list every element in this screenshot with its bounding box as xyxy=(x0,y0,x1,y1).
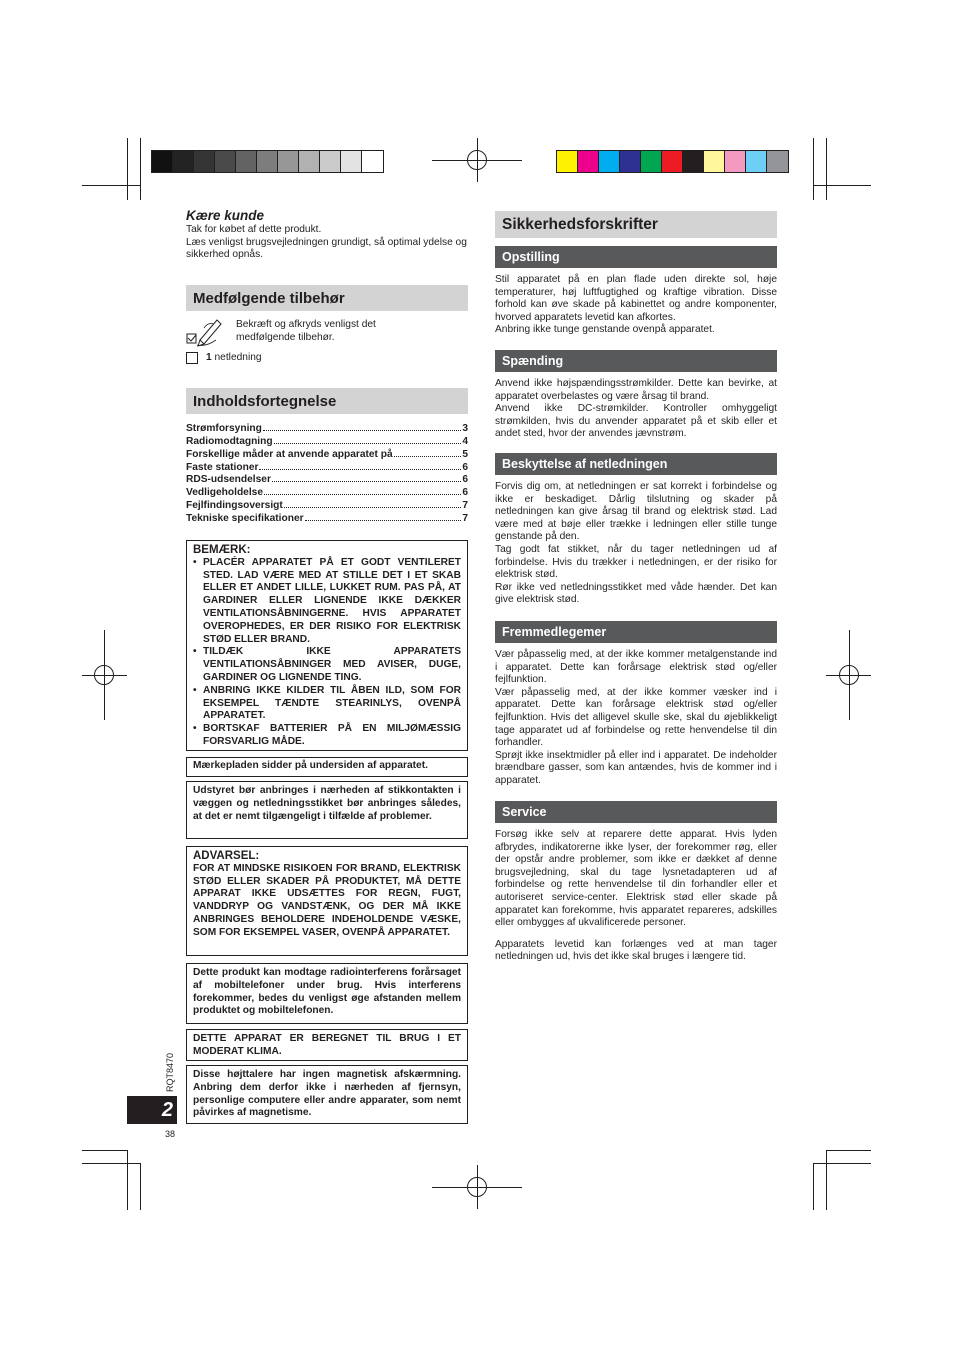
page-number: 2 xyxy=(161,1098,173,1121)
crop-mark xyxy=(82,185,140,186)
color-swatch xyxy=(557,151,578,172)
color-swatch xyxy=(341,151,362,172)
label-note-box xyxy=(186,757,468,777)
section-heading: Service xyxy=(495,801,777,823)
toc-heading: Indholdsfortegnelse xyxy=(186,388,468,414)
registration-circle-icon xyxy=(94,665,114,685)
color-swatch xyxy=(257,151,278,172)
toc-entry[interactable] xyxy=(186,421,468,434)
crop-mark xyxy=(813,1163,814,1210)
accessory-count: 1 xyxy=(206,352,212,363)
speaker-note-box xyxy=(186,1065,468,1124)
crop-mark xyxy=(826,138,827,200)
toc-leader-dots xyxy=(274,443,462,444)
accessory-label: netledning xyxy=(214,352,262,363)
toc-entry-label: Forskellige måder at anvende apparatet på xyxy=(186,448,393,460)
page-number-tab xyxy=(127,1096,177,1124)
crop-mark xyxy=(813,1163,871,1164)
toc-entry[interactable] xyxy=(186,460,468,473)
section-body xyxy=(495,649,777,788)
crop-mark xyxy=(813,138,814,200)
accessories-note: Bekræft og afkryds venligst det medfølgende tilbehør. xyxy=(236,319,376,343)
toc-entry-page: 4 xyxy=(462,435,468,447)
table-of-contents xyxy=(186,421,468,524)
section-heading: Fremmedlegemer xyxy=(495,621,777,643)
color-swatch xyxy=(299,151,320,172)
climate-note: DETTE APPARAT ER BEREGNET TIL BRUG I ET MODERAT KLIMA. xyxy=(193,1033,461,1057)
notice-list xyxy=(193,557,461,749)
section-body xyxy=(495,481,777,607)
notice-item: • TILDÆK IKKE APPARATETS VENTILATIONSÅBNINGER MED AVISER, DUGE, GARDINER OG LIGNENDE TING. xyxy=(193,646,461,684)
crop-mark xyxy=(140,138,141,200)
toc-entry[interactable] xyxy=(186,498,468,511)
notice-item: • BORTSKAF BATTERIER PÅ EN MILJØMÆSSIG FORSVARLIG MÅDE. xyxy=(193,723,461,749)
toc-entry[interactable] xyxy=(186,447,468,460)
registration-circle-icon xyxy=(467,1177,487,1197)
crop-mark xyxy=(813,185,871,186)
toc-entry-label: Faste stationer xyxy=(186,461,259,473)
toc-leader-dots xyxy=(284,507,462,508)
toc-entry[interactable] xyxy=(186,434,468,447)
toc-leader-dots xyxy=(259,469,461,470)
section-body xyxy=(495,378,777,441)
toc-entry-label: Vedligeholdelse xyxy=(186,487,263,499)
toc-entry-label: Fejlfindingsoversigt xyxy=(186,500,283,512)
toc-entry-page: 7 xyxy=(462,513,468,525)
toc-leader-dots xyxy=(394,456,462,457)
toc-entry[interactable] xyxy=(186,511,468,524)
toc-entry-page: 5 xyxy=(462,448,468,460)
toc-entry[interactable] xyxy=(186,485,468,498)
notice-box xyxy=(186,540,468,751)
process-color-bar xyxy=(556,150,789,173)
section-paragraph: Anbring ikke tunge genstande ovenpå apparatet. xyxy=(495,324,715,336)
color-swatch xyxy=(362,151,383,172)
color-swatch xyxy=(236,151,257,172)
color-swatch xyxy=(704,151,725,172)
warning-title: ADVARSEL: xyxy=(193,850,260,862)
toc-entry-page: 6 xyxy=(462,474,468,486)
speaker-note: Disse højttalere har ingen magnetisk afskærmning. Anbring dem derfor ikke i nærheden af fjernsyn, personlige computere eller andre apparater, som nemt påvirkes af magnetisme. xyxy=(193,1069,461,1119)
section-heading: Spænding xyxy=(495,350,777,372)
toc-entry-page: 6 xyxy=(462,487,468,499)
interference-note-box xyxy=(186,963,468,1024)
greeting-title: Kære kunde xyxy=(186,208,265,223)
color-swatch xyxy=(746,151,767,172)
warning-box xyxy=(186,846,468,956)
section-paragraph: Tag godt fat stikket, når du tager netledningen ud af forbindelse. Hvis du trækker i netledningen, er der risiko for elektrisk stød. xyxy=(495,543,777,581)
crop-mark xyxy=(82,1163,140,1164)
color-swatch xyxy=(578,151,599,172)
color-swatch xyxy=(725,151,746,172)
section-paragraph: Forvis dig om, at netledningen er sat korrekt i forbindelse og ikke er beskadiget. Dårlig tilslutning og skader på netledningen kan give årsag til brand og elektrisk stød. Lad være med at bøje eller trække i ledningen eller stille tunge genstande på den. xyxy=(495,481,777,543)
color-swatch xyxy=(641,151,662,172)
color-swatch xyxy=(767,151,788,172)
section-paragraph: Stil apparatet på en plan flade uden direkte sol, høje temperaturer, høj luftfugtighed og kraftige vibration. Disse forhold kan øve skade på kabinettet og andre komponenter, hvorved apparatets levetid kan afkortes. xyxy=(495,274,777,323)
checkbox[interactable] xyxy=(186,352,198,364)
crop-mark xyxy=(82,1150,128,1151)
outlet-note-box xyxy=(186,781,468,839)
toc-leader-dots xyxy=(263,430,461,431)
color-swatch xyxy=(173,151,194,172)
crop-mark xyxy=(826,1150,827,1210)
color-swatch xyxy=(620,151,641,172)
climate-note-box xyxy=(186,1029,468,1061)
registration-circle-icon xyxy=(467,150,487,170)
section-body xyxy=(495,274,777,337)
interference-note: Dette produkt kan modtage radiointerferens forårsaget af mobiltelefoner under brug. Hvis interferens forekommer, bedes du venligst øge afstanden mellem produktet og mobiltelefonen. xyxy=(193,967,461,1017)
color-swatch xyxy=(194,151,215,172)
section-paragraph: Forsøg ikke selv at reparere dette apparat. Hvis lyden afbrydes, indikatorerne ikke lyser, der forekommer røg, eller der opstår andre problemer, som ikke er dækket af denne brugsvejledning, skal du tage lysnetadapteren ud af forbindelse og rette henvendelse til din forhandler eller et autoriseret service-center. Elektrisk stød eller skade på apparatet kan forekomme, hvis apparatet repareres, adskilles eller ombygges af ukvalificerede personer. xyxy=(495,829,777,929)
section-paragraph: Vær påpasselig med, at der ikke kommer væsker ind i apparatet. Dette kan forårsage elektrisk stød og/eller fejlfunktion. Hvis det alligevel skulle ske, skal du øjeblikkeligt tage apparatet ud af forbindelse og rette henvendelse til din forhandler. xyxy=(495,686,777,749)
toc-leader-dots xyxy=(305,520,462,521)
section-paragraph: Apparatets levetid kan forlænges ved at man tager netledningen ud, hvis det ikke skal bruges i længere tid. xyxy=(495,938,777,963)
color-swatch xyxy=(278,151,299,172)
color-swatch xyxy=(683,151,704,172)
section-paragraph: Anvend ikke DC-strømkilder. Kontroller omhyggeligt strømkilden, hvis du anvender apparatet på et skib eller et andet sted, hvor der anvendes jævnstrøm. xyxy=(495,403,777,440)
crop-mark xyxy=(127,138,128,200)
color-swatch xyxy=(320,151,341,172)
greeting-line: Tak for købet af dette produkt. xyxy=(186,224,322,235)
toc-entry-page: 3 xyxy=(462,422,468,434)
section-heading: Opstilling xyxy=(495,246,777,268)
toc-entry-page: 7 xyxy=(462,500,468,512)
notice-title: BEMÆRK: xyxy=(193,544,251,556)
toc-entry-label: Strømforsyning xyxy=(186,422,262,434)
notice-item: • PLACÉR APPARATET PÅ ET GODT VENTILERET STED. LAD VÆRE MED AT STILLE DET I ET SKAB ELLER ET ANDET LILLE, LUKKET RUM. PAS PÅ, AT GARDINER ELLER LIGNENDE IKKE DÆKKER VENTILATIONSÅBNINGERNE. HVIS APPARATET OVEROPHEDES, ER DER RISIKO FOR ELEKTRISK STØD ELLER BRAND. xyxy=(193,557,461,647)
sub-page-number: 38 xyxy=(165,1129,176,1139)
toc-entry-label: Tekniske specifikationer xyxy=(186,513,304,525)
section-paragraph: Vær påpasselig med, at der ikke kommer metalgenstande ind i apparatet. Dette kan forårsage elektrisk stød og/eller fejlfunktion. xyxy=(495,649,777,686)
warning-text: FOR AT MINDSKE RISIKOEN FOR BRAND, ELEKTRISK STØD ELLER SKADER PÅ PRODUKTET, MÅ DETTE APPARAT IKKE UDSÆTTES FOR REGN, FUGT, VANDDRYP OG VANDSTÆNK, OG DER MÅ IKKE ANBRINGES BEHOLDERE INDEHOLDENDE VÆSKE, SOM FOR EKSEMPEL VASER, OVENPÅ APPARATET. xyxy=(193,862,461,938)
accessories-heading: Medfølgende tilbehør xyxy=(186,285,468,311)
toc-entry-label: RDS-udsendelser xyxy=(186,474,271,486)
section-heading: Beskyttelse af netledningen xyxy=(495,453,777,475)
toc-leader-dots xyxy=(272,481,461,482)
grayscale-color-bar xyxy=(151,150,384,173)
color-swatch xyxy=(215,151,236,172)
model-code: RQT8470 xyxy=(165,1052,175,1092)
color-swatch xyxy=(152,151,173,172)
registration-circle-icon xyxy=(839,665,859,685)
crop-mark xyxy=(140,1163,141,1210)
outlet-note: Udstyret bør anbringes i nærheden af stikkontakten i væggen og netledningsstikket bør anbringes således, at det er nemt tilgængeligt i tilfælde af problemer. xyxy=(193,785,461,822)
notice-item: • ANBRING IKKE KILDER TIL ÅBEN ILD, SOM FOR EKSEMPEL TÆNDTE STEARINLYS, OVENPÅ APPARATET. xyxy=(193,685,461,723)
section-body xyxy=(495,829,777,964)
crop-mark xyxy=(127,1150,128,1210)
section-paragraph: Rør ikke ved netledningsstikket med våde hænder. Det kan give elektrisk stød. xyxy=(495,581,777,606)
greeting xyxy=(186,208,468,262)
color-swatch xyxy=(662,151,683,172)
label-note: Mærkepladen sidder på undersiden af apparatet. xyxy=(193,760,428,771)
pen-checkmark-icon xyxy=(186,314,226,348)
greeting-line: Læs venligst brugsvejledningen grundigt, så optimal ydelse og sikkerhed opnås. xyxy=(186,236,467,261)
toc-leader-dots xyxy=(264,494,461,495)
section-paragraph: Sprøjt ikke insektmidler på eller ind i apparatet. De indeholder brændbare gasser, som kan antændes, hvis de kommer ind i apparatet. xyxy=(495,749,777,786)
toc-entry-page: 6 xyxy=(462,461,468,473)
color-swatch xyxy=(599,151,620,172)
toc-entry-label: Radiomodtagning xyxy=(186,435,273,447)
safety-heading: Sikkerhedsforskrifter xyxy=(495,211,777,238)
crop-mark xyxy=(826,1150,871,1151)
accessory-item xyxy=(186,352,262,365)
section-paragraph: Anvend ikke højspændingsstrømkilder. Dette kan bevirke, at apparatet overbelastes og være årsag til brand. xyxy=(495,378,777,402)
toc-entry[interactable] xyxy=(186,473,468,486)
